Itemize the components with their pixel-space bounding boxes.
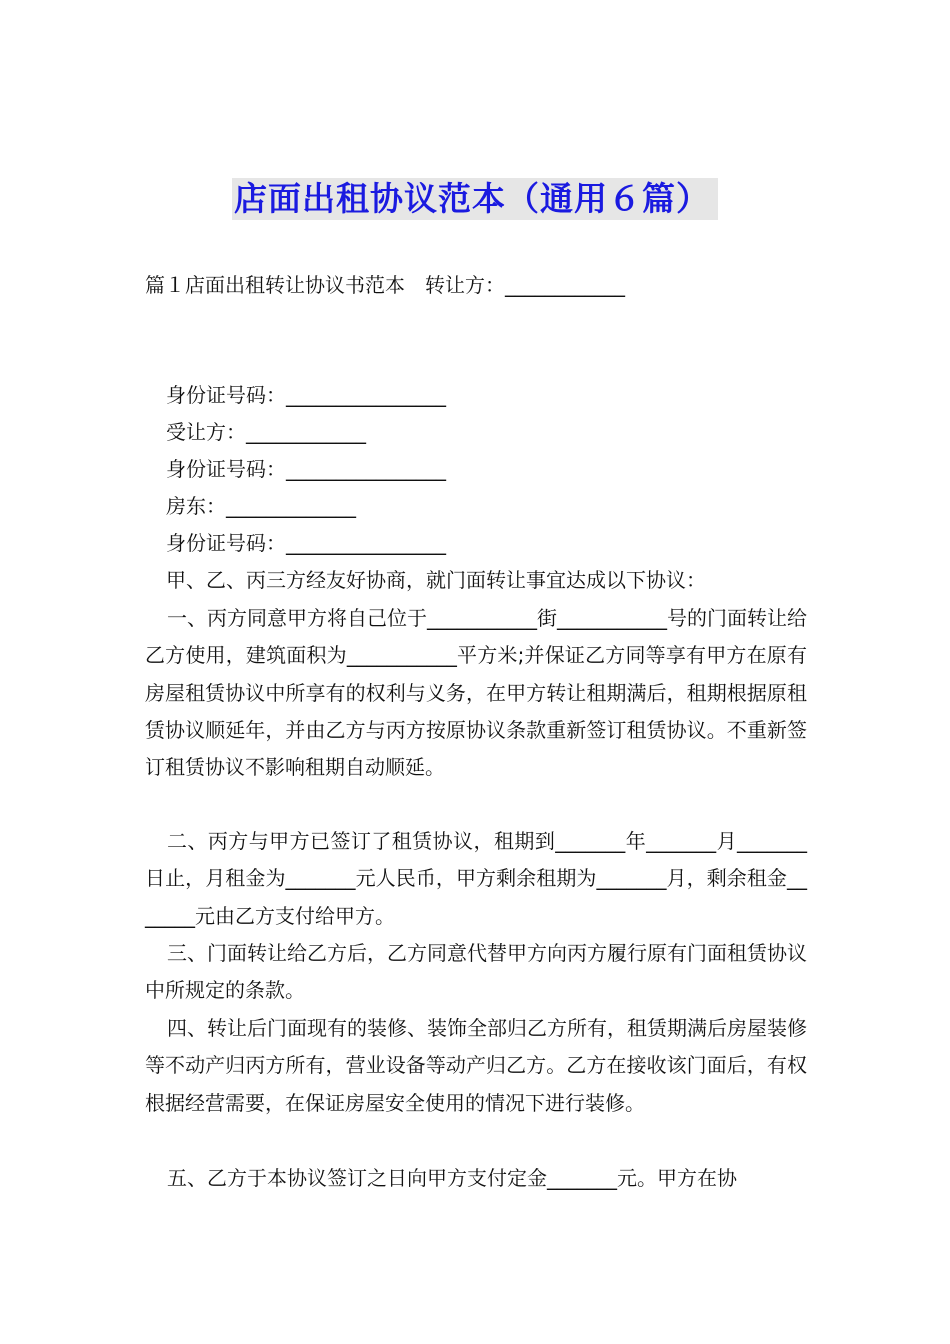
title-container	[0, 178, 950, 220]
clause-paragraph: 一、丙方同意甲方将自己位于___________街___________号的门面转让给乙方使用，建筑面积为___________平方米;并保证乙方同等享有甲方在原有房屋租赁协议中所享有的权利与义务，在甲方转让租期满后，租期根据原租赁协议顺延年，并由乙方与丙方按原协议条款重新签订租赁协议。不重新签订租赁协议不影响租期自动顺延。	[145, 606, 807, 780]
intro-paragraph: 甲、乙、丙三方经友好协商，就门面转让事宜达成以下协议：	[166, 568, 706, 592]
document-subtitle: 篇１店面出租转让协议书范本 转让方：____________	[145, 273, 625, 297]
clause-paragraph: 三、门面转让给乙方后，乙方同意代替甲方向丙方履行原有门面租赁协议中所规定的条款。	[145, 941, 807, 1003]
clause-paragraph: 四、转让后门面现有的装修、装饰全部归乙方所有，租赁期满后房屋装修等不动产归丙方所有，营业设备等动产归乙方。乙方在接收该门面后，有权根据经营需要，在保证房屋安全使用的情况下进行装修。	[145, 1016, 807, 1115]
document-title: 店面出租协议范本（通用６篇）	[232, 178, 718, 220]
field-line: 受让方：____________	[166, 420, 366, 444]
clause-paragraph: 五、乙方于本协议签订之日向甲方支付定金_______元。甲方在协	[167, 1166, 737, 1190]
field-line: 房东：_____________	[166, 494, 356, 518]
field-line: 身份证号码：________________	[166, 457, 446, 481]
field-line: 身份证号码：________________	[166, 531, 446, 555]
clause-paragraph: 二、丙方与甲方已签订了租赁协议，租期到_______年_______月_______日止，月租金为_______元人民币，甲方剩余租期为_______月，剩余租金_______元由乙方支付给甲方。	[145, 829, 807, 928]
field-line: 身份证号码：________________	[166, 383, 446, 407]
